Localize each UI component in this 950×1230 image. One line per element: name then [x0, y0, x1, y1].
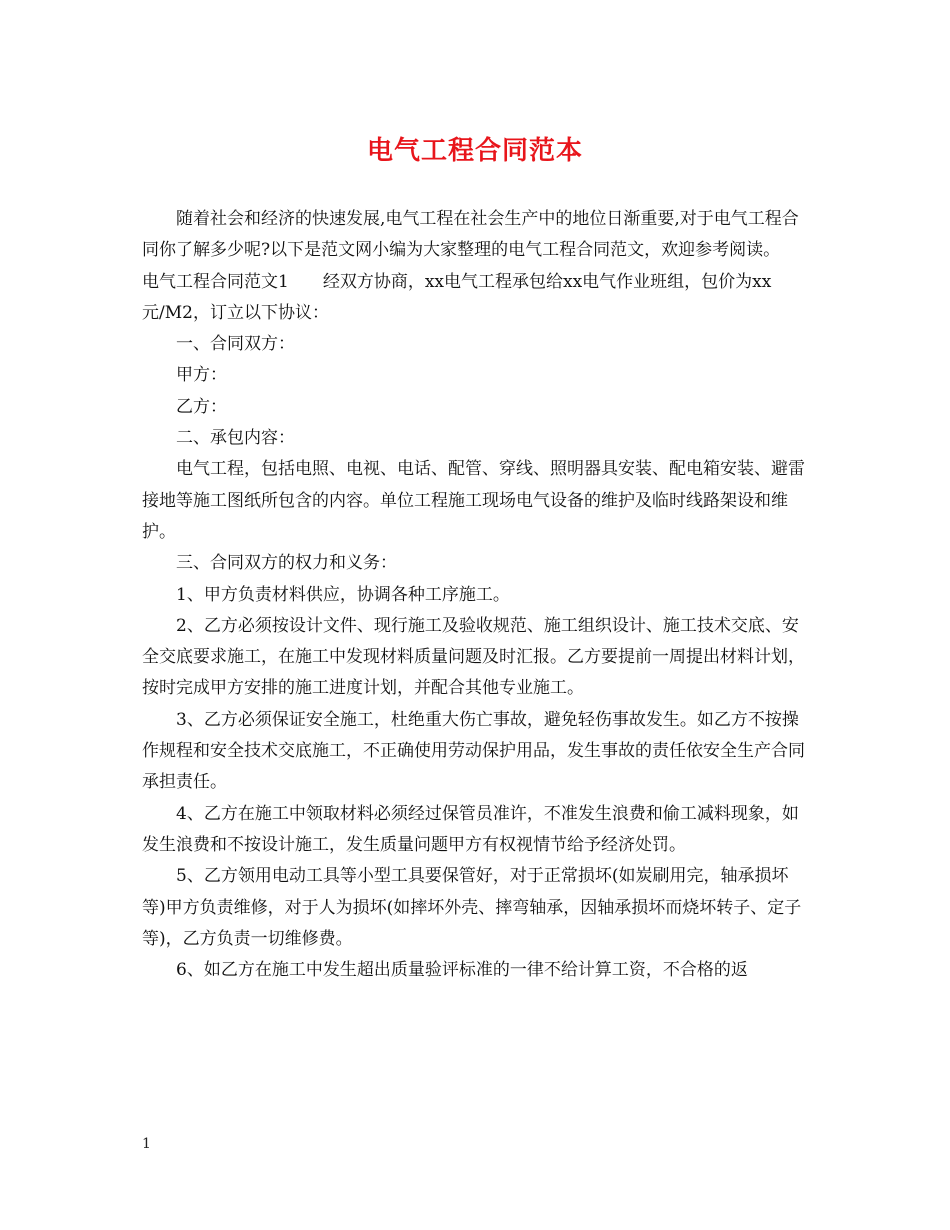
clause-4: 4、乙方在施工中领取材料必须经过保管员准许，不准发生浪费和偷工减料现象，如发生浪费和不按设计施工，发生质量问题甲方有权视情节给予经济处罚。: [142, 803, 799, 855]
page-number: 1: [142, 1136, 151, 1152]
scope-paragraph: 电气工程，包括电照、电视、电话、配管、穿线、照明器具安装、配电箱安装、避雷接地等施工图纸所包含的内容。单位工程施工现场电气设备的维护及临时线路架设和维护。: [142, 459, 805, 542]
clause-6: 6、如乙方在施工中发生超出质量验评标准的一律不给计算工资，不合格的返: [176, 960, 748, 981]
clause-2: 2、乙方必须按设计文件、现行施工及验收规范、施工组织设计、施工技术交底、安全交底要求施工，在施工中发现材料质量问题及时汇报。乙方要提前一周提出材料计划，按时完成甲方安排的施工进度计划，并配合其他专业施工。: [142, 615, 805, 699]
section-scope-heading: 二、承包内容：: [176, 428, 295, 449]
party-b-line: 乙方：: [176, 396, 227, 417]
contract-heading-paragraph: 电气工程合同范文1 经双方协商，xx电气工程承包给xx电气作业班组，包价为xx元/M2，订立以下协议：: [142, 271, 772, 323]
clause-5: 5、乙方领用电动工具等小型工具要保管好，对于正常损坏(如炭刷用完，轴承损坏等)甲方负责维修，对于人为损坏(如摔坏外壳、摔弯轴承，因轴承损坏而烧坏转子、定子等)，乙方负责一切维修费。: [142, 866, 802, 949]
party-a-line: 甲方：: [176, 365, 227, 386]
intro-paragraph: 随着社会和经济的快速发展,电气工程在社会生产中的地位日渐重要,对于电气工程合同你了解多少呢?以下是范文网小编为大家整理的电气工程合同范文，欢迎参考阅读。: [142, 209, 799, 261]
document-body: [142, 204, 810, 986]
clause-1: 1、甲方负责材料供应，协调各种工序施工。: [176, 584, 510, 605]
section-rights-heading: 三、合同双方的权力和义务：: [176, 553, 397, 574]
document-title: 电气工程合同范本: [366, 136, 583, 166]
section-parties-heading: 一、合同双方：: [176, 334, 295, 355]
clause-3: 3、乙方必须保证安全施工，杜绝重大伤亡事故，避免轻伤事故发生。如乙方不按操作规程和安全技术交底施工，不正确使用劳动保护用品，发生事故的责任依安全生产合同承担责任。: [142, 709, 805, 793]
